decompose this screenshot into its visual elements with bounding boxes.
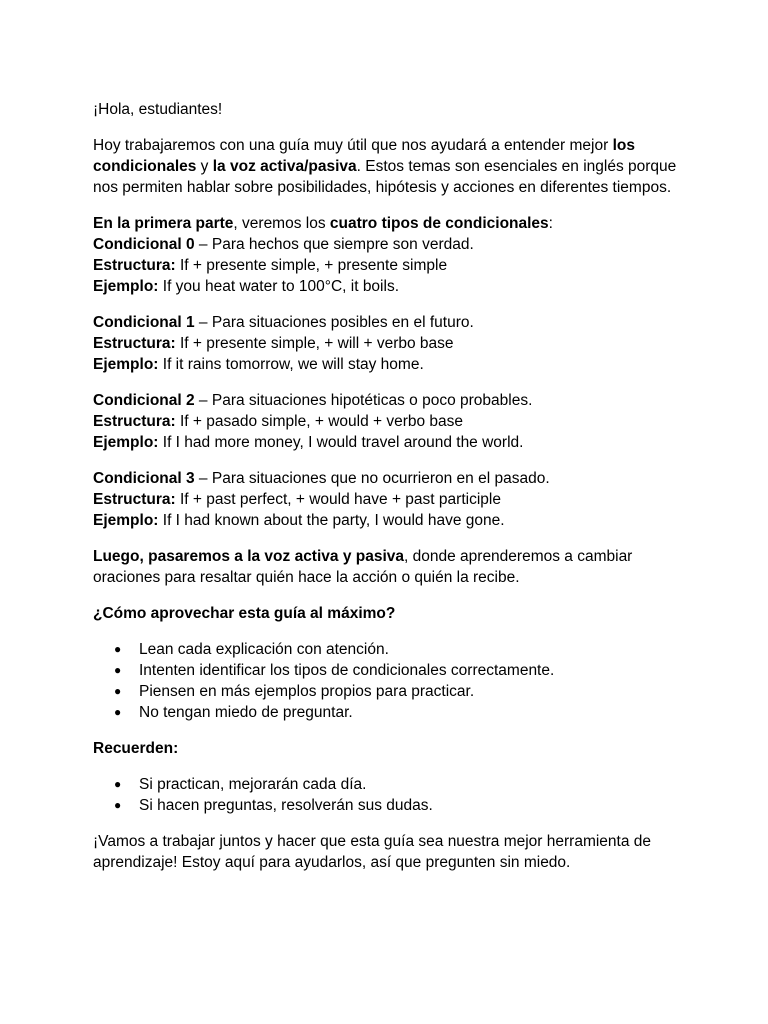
conditional-1-example: If it rains tomorrow, we will stay home. — [158, 356, 424, 373]
list-item-text: Si hacen preguntas, resolverán sus dudas. — [139, 797, 433, 814]
conditional-0-block — [93, 213, 693, 297]
first-part-colon: : — [548, 215, 553, 232]
conditional-3-block — [93, 468, 693, 531]
structure-label: Estructura: — [93, 413, 176, 430]
conditional-1-structure-line — [93, 333, 693, 354]
conditional-1-example-line — [93, 354, 693, 375]
conditional-3-structure-line — [93, 489, 693, 510]
conditional-0-example-line — [93, 276, 693, 297]
intro-text: Hoy trabajaremos con una guía muy útil que nos ayudará a entender mejor — [93, 137, 613, 154]
conditional-3-example: If I had known about the party, I would have gone. — [158, 512, 505, 529]
list-item-text: Si practican, mejorarán cada día. — [139, 776, 367, 793]
list-item — [93, 639, 693, 660]
structure-label: Estructura: — [93, 335, 176, 352]
conditional-0-structure: If + presente simple, + presente simple — [175, 257, 448, 274]
conditional-1-title: Condicional 1 — [93, 314, 195, 331]
intro-text: y — [196, 158, 213, 175]
bullet-icon: ● — [114, 642, 122, 656]
example-label: Ejemplo: — [93, 434, 159, 451]
document-page — [93, 99, 693, 888]
conditional-2-desc: – Para situaciones hipotéticas o poco probables. — [194, 392, 533, 409]
structure-label: Estructura: — [93, 491, 176, 508]
structure-label: Estructura: — [93, 257, 176, 274]
conditional-3-title-line — [93, 468, 693, 489]
conditional-2-example-line — [93, 432, 693, 453]
conditional-1-block — [93, 312, 693, 375]
conditional-0-desc: – Para hechos que siempre son verdad. — [194, 236, 474, 253]
intro-paragraph — [93, 135, 693, 198]
conditional-2-structure: If + pasado simple, + would + verbo base — [175, 413, 464, 430]
voice-paragraph — [93, 546, 693, 588]
voice-text: , donde aprenderemos a cambiar oraciones para resaltar quién hace la acción o quién la recibe. — [93, 548, 633, 586]
voice-bold: Luego, pasaremos a la voz activa y pasiva — [93, 548, 405, 565]
remember-title: Recuerden: — [93, 740, 179, 757]
conditional-2-structure-line — [93, 411, 693, 432]
first-part-line — [93, 213, 693, 234]
conditional-0-example: If you heat water to 100°C, it boils. — [158, 278, 399, 295]
closing-paragraph: ¡Vamos a trabajar juntos y hacer que esta guía sea nuestra mejor herramienta de aprendizaje! Estoy aquí para ayudarlos, así que pregunten sin miedo. — [93, 833, 652, 871]
intro-bold-voice: la voz activa/pasiva — [212, 158, 357, 175]
intro-text: . Estos temas son esenciales en inglés porque nos permiten hablar sobre posibilidades, hipótesis y acciones en diferentes tiempos. — [93, 158, 677, 196]
example-label: Ejemplo: — [93, 278, 159, 295]
list-item — [93, 774, 693, 795]
bullet-icon: ● — [114, 684, 122, 698]
example-label: Ejemplo: — [93, 512, 159, 529]
conditional-1-structure: If + presente simple, + will + verbo base — [175, 335, 454, 352]
conditional-0-title: Condicional 0 — [93, 236, 195, 253]
list-item-text: No tengan miedo de preguntar. — [139, 704, 353, 721]
conditional-1-desc: – Para situaciones posibles en el futuro. — [194, 314, 474, 331]
remember-list — [93, 774, 693, 816]
list-item — [93, 660, 693, 681]
conditional-0-title-line — [93, 234, 693, 255]
howto-title: ¿Cómo aprovechar esta guía al máximo? — [93, 605, 396, 622]
remember-heading — [93, 738, 693, 759]
bullet-icon: ● — [114, 777, 122, 791]
bullet-icon: ● — [114, 663, 122, 677]
first-part-bold: En la primera parte — [93, 215, 234, 232]
conditional-2-title-line — [93, 390, 693, 411]
example-label: Ejemplo: — [93, 356, 159, 373]
greeting: ¡Hola, estudiantes! — [93, 101, 223, 118]
bullet-icon: ● — [114, 798, 122, 812]
howto-heading — [93, 603, 693, 624]
list-item — [93, 702, 693, 723]
list-item-text: Lean cada explicación con atención. — [139, 641, 389, 658]
four-types-bold: cuatro tipos de condicionales — [329, 215, 549, 232]
conditional-3-desc: – Para situaciones que no ocurrieron en el pasado. — [194, 470, 550, 487]
list-item-text: Piensen en más ejemplos propios para practicar. — [139, 683, 475, 700]
list-item-text: Intenten identificar los tipos de condicionales correctamente. — [139, 662, 555, 679]
conditional-2-example: If I had more money, I would travel around the world. — [158, 434, 524, 451]
conditional-3-example-line — [93, 510, 693, 531]
intro-bold-conditionals: los condicionales — [93, 137, 635, 175]
conditional-1-title-line — [93, 312, 693, 333]
conditional-0-structure-line — [93, 255, 693, 276]
conditional-2-block — [93, 390, 693, 453]
first-part-text: , veremos los — [233, 215, 330, 232]
conditional-2-title: Condicional 2 — [93, 392, 195, 409]
list-item — [93, 795, 693, 816]
bullet-icon: ● — [114, 705, 122, 719]
list-item — [93, 681, 693, 702]
conditional-3-title: Condicional 3 — [93, 470, 195, 487]
conditional-3-structure: If + past perfect, + would have + past participle — [175, 491, 501, 508]
howto-list — [93, 639, 693, 723]
